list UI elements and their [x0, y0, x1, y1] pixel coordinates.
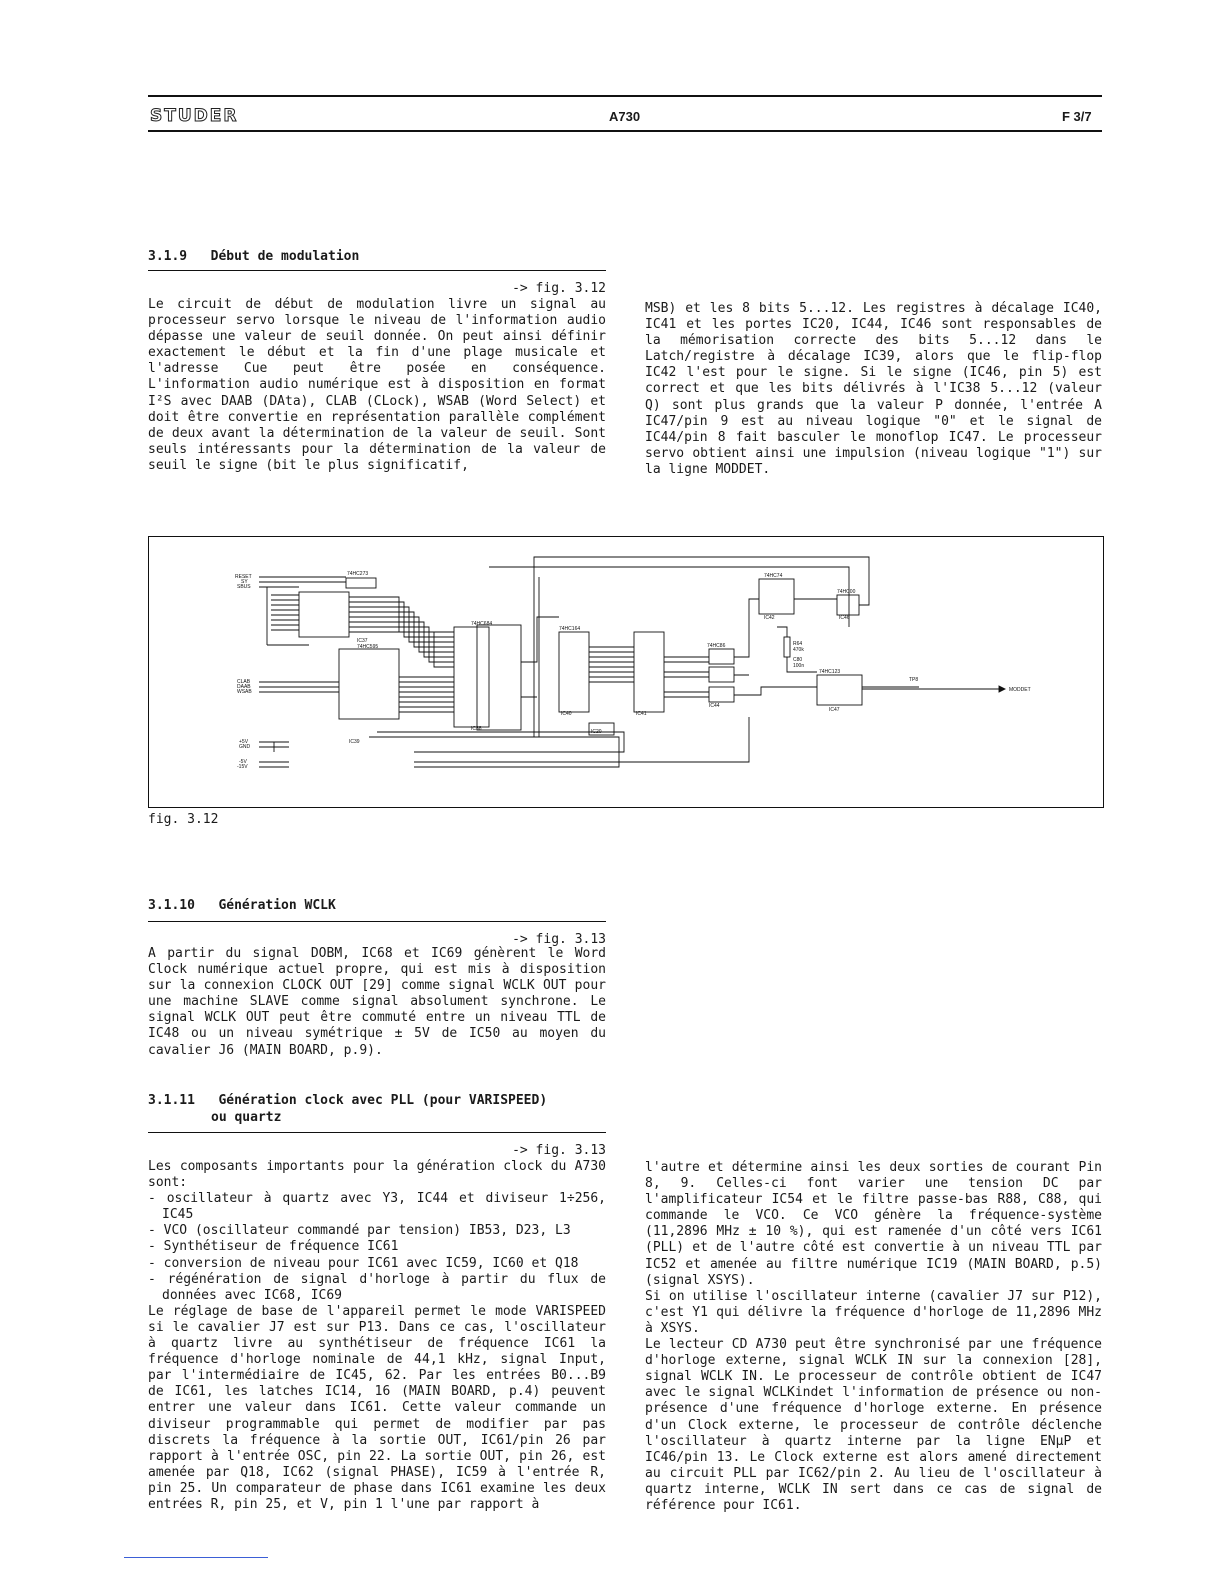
label-sy: SY — [241, 579, 248, 585]
schematic-figure — [148, 536, 1104, 808]
section-3-1-11-col2-p1: l'autre et détermine ainsi les deux sorties de courant Pin 8, 9. Celles-ci font varier une tension DC par l'amplificateur IC54 et le filtre passe-bas R88, C88, qui commande le VCO. Ce VCO génère la fréquence-système (11,2896 MHz ± 10 %), qui est ramenée d'un côté vers IC61 (PLL) et de l'autre côté est convertie à un niveau TTL par IC52 et amenée au filtre numérique IC19 (MAIN BOARD, p.5) (signal XSYS). — [645, 1160, 1102, 1288]
section-3-1-9-fig-ref: -> fig. 3.12 — [512, 281, 606, 296]
label-sbus: SBUS — [237, 584, 251, 590]
section-3-1-11-col2 — [645, 1160, 1102, 1514]
schematic-svg — [149, 537, 1103, 807]
ic44-b — [709, 667, 734, 682]
section-3-1-11-title-line2: ou quartz — [211, 1110, 282, 1125]
figure-caption: fig. 3.12 — [148, 812, 219, 827]
list-item: - régénération de signal d'horloge à partir du flux de données avec IC68, IC69 — [148, 1271, 606, 1303]
label-gnd: GND — [239, 744, 251, 750]
chip-74hc684: 74HC684 — [471, 621, 493, 627]
model-label: A730 — [609, 109, 641, 124]
chip-ic42: IC42 — [764, 615, 775, 621]
chip-ic40: IC40 — [561, 711, 572, 717]
ic46-block — [837, 595, 859, 615]
chip-74hc74: 74HC74 — [764, 573, 783, 579]
label-daab: DAAB — [237, 684, 251, 690]
section-3-1-11-col2-p3: Le lecteur CD A730 peut être synchronisé par une fréquence d'horloge externe, signal WCLK IN sur la connexion [28], signal WCLK IN. Le processeur de contrôle obtient de IC47 avec le signal WCLKindet l'information de présence ou non-présence d'une fréquence d'horloge externe. En présence d'un Clock externe, le processeur de contrôle déclenche l'oscillateur à quartz interne par la ligne ENµP et IC46/pin 13. Le Clock externe est alors amené directement au circuit PLL par IC62/pin 2. Au lieu de l'oscillateur à quartz interne, WCLK IN sert dans ce cas de signal de référence pour IC61. — [645, 1337, 1102, 1513]
chip-ic41: IC41 — [636, 711, 647, 717]
part-100n: 100n — [793, 663, 805, 669]
output-moddet: MODDET — [1009, 687, 1031, 693]
header-top-rule — [148, 95, 1102, 97]
page-number: F 3/7 — [1062, 109, 1092, 124]
chip-74hc273: 74HC273 — [347, 571, 369, 577]
ic44-c — [709, 687, 734, 702]
part-c80: C80 — [793, 657, 803, 663]
chip-ic47: IC47 — [829, 707, 840, 713]
chip-74hc00: 74HC00 — [837, 589, 856, 595]
label-wsab: WSAB — [237, 689, 252, 695]
ic38-74hc684 — [477, 625, 521, 730]
chip-ic39: IC39 — [349, 739, 360, 745]
section-3-1-11-fig-ref: -> fig. 3.13 — [512, 1143, 606, 1158]
section-3-1-9-title: 3.1.9 Début de modulation — [148, 249, 360, 264]
ic41-block — [634, 632, 664, 712]
r64 — [784, 637, 790, 657]
chip-ic38: IC38 — [471, 726, 482, 732]
part-470k: 470k — [793, 647, 804, 653]
section-3-1-10-fig-ref: -> fig. 3.13 — [512, 932, 606, 947]
section-3-1-11-col1 — [148, 1159, 606, 1513]
ic42-block — [759, 579, 794, 614]
label-minus15v: -15V — [237, 764, 248, 770]
section-3-1-10-text: A partir du signal DOBM, IC68 et IC69 génèrent le Word Clock numérique actuel propre, qui est mis à disposition sur la connexion CLOCK OUT [29] comme signal WCLK OUT pour une machine SLAVE comme signal absolument synchrone. Le signal WCLK OUT peut être commuté entre un niveau TTL de IC48 ou un niveau symétrique ± 5V de IC50 au moyen du cavalier J6 (MAIN BOARD, p.9). — [148, 946, 606, 1058]
ic37-block — [299, 592, 349, 637]
list-item: - conversion de niveau pour IC61 avec IC59, IC60 et Q18 — [148, 1255, 579, 1271]
section-3-1-10-title: 3.1.10 Génération WCLK — [148, 898, 336, 913]
chip-ic44: IC44 — [709, 703, 720, 709]
chip-74hc164-a: 74HC164 — [559, 626, 581, 632]
part-r64: R64 — [793, 641, 803, 647]
chip-ic37: IC37 — [357, 638, 368, 644]
section-3-1-11-intro: Les composants importants pour la génération clock du A730 sont: — [148, 1159, 606, 1191]
label-minus5v: -5V — [239, 759, 247, 765]
chip-ic46: IC46 — [839, 615, 850, 621]
list-item: - oscillateur à quartz avec Y3, IC44 et diviseur 1÷256, IC45 — [148, 1191, 606, 1223]
component-list — [148, 1191, 606, 1304]
chip-74hc123: 74HC123 — [819, 669, 841, 675]
section-3-1-11-col2-p2: Si on utilise l'oscillateur interne (cavalier J7 sur P12), c'est Y1 qui délivre la fréquence d'horloge de 11,2896 MHz à XSYS. — [645, 1288, 1102, 1336]
chip-ic20: IC20 — [591, 729, 602, 735]
part-tp8: TP8 — [909, 677, 919, 683]
chip-74hc595: 74HC595 — [357, 644, 379, 650]
header-bottom-rule — [148, 130, 1102, 132]
ic-74hc273 — [346, 578, 376, 588]
ic47-block — [817, 675, 862, 705]
label-reset: RESET — [235, 574, 252, 580]
chip-74hc86: 74HC86 — [707, 643, 726, 649]
section-3-1-11-rule — [148, 1132, 606, 1133]
section-3-1-9-rule — [148, 270, 606, 271]
section-3-1-10-rule — [148, 921, 606, 922]
ic40-block — [559, 632, 589, 712]
ic38-block — [454, 627, 489, 727]
ic44-a — [709, 649, 734, 664]
studer-logo: STUDER — [150, 106, 239, 126]
footer-line — [124, 1557, 268, 1558]
label-plus5v: +5V — [239, 739, 249, 745]
ic39-block — [339, 649, 399, 719]
section-3-1-9-col1: Le circuit de début de modulation livre un signal au processeur servo lorsque le niveau de l'information audio dépasse une valeur de seuil donnée. On peut ainsi définir exactement le début et la fin d'une plage musicale et l'adresse Cue peut être posée en conséquence. L'information audio numérique est à disposition en format I²S avec DAAB (DAta), CLAB (CLock), WSAB (Word Select) et doit être convertie en représentation parallèle complément de deux avant la détermination de la valeur de seuil. Sont seuls intéressants pour la détermination de la valeur de seuil le signe (bit le plus significatif, — [148, 297, 606, 473]
section-3-1-11-title-line1: 3.1.11 Génération clock avec PLL (pour VARISPEED) — [148, 1093, 548, 1108]
list-item: - Synthétiseur de fréquence IC61 — [148, 1239, 399, 1255]
list-item: - VCO (oscillateur commandé par tension) IB53, D23, L3 — [148, 1223, 571, 1239]
section-3-1-9-col2: MSB) et les 8 bits 5...12. Les registres à décalage IC40, IC41 et les portes IC20, IC44, IC46 sont responsables de la mémorisation correcte des bits 5...12 dans le Latch/registre à décalage IC39, alors que le flip-flop IC42 l'est pour le signe. Si le signe (IC46, pin 5) est correct et que les bits délivrés à l'IC38 5...12 (valeur Q) sont plus grands que la valeur P donnée, l'entrée A IC47/pin 9 est au niveau logique "0" et le signal de IC44/pin 8 fait basculer le monoflop IC47. Le processeur servo obtient ainsi une impulsion (niveau logique "1") sur la ligne MODDET. — [645, 301, 1102, 477]
section-3-1-11-col1-rest: Le réglage de base de l'appareil permet le mode VARISPEED si le cavalier J7 est sur P13. Dans ce cas, l'oscillateur à quartz livre au synthétiseur de fréquence IC61 la fréquence d'horloge nominale de 44,1 kHz, signal Input, par l'intermédiaire de IC45, 62. Par les entrées B0...B9 de IC61, les latches IC14, 16 (MAIN BOARD, p.4) peuvent entrer une valeur dans IC61. Cette valeur commande un diviseur programmable qui permet de modifier par pas discrets la fréquence à la sortie OUT, IC61/pin 26 par rapport à l'entrée OSC, pin 22. La sortie OUT, pin 26, est amenée par Q18, IC62 (signal PHASE), IC59 à l'entrée R, pin 25. Un comparateur de phase dans IC61 examine les deux entrées R, pin 25, et V, pin 1 l'une par rapport à — [148, 1303, 606, 1512]
label-clab: CLAB — [237, 679, 251, 685]
